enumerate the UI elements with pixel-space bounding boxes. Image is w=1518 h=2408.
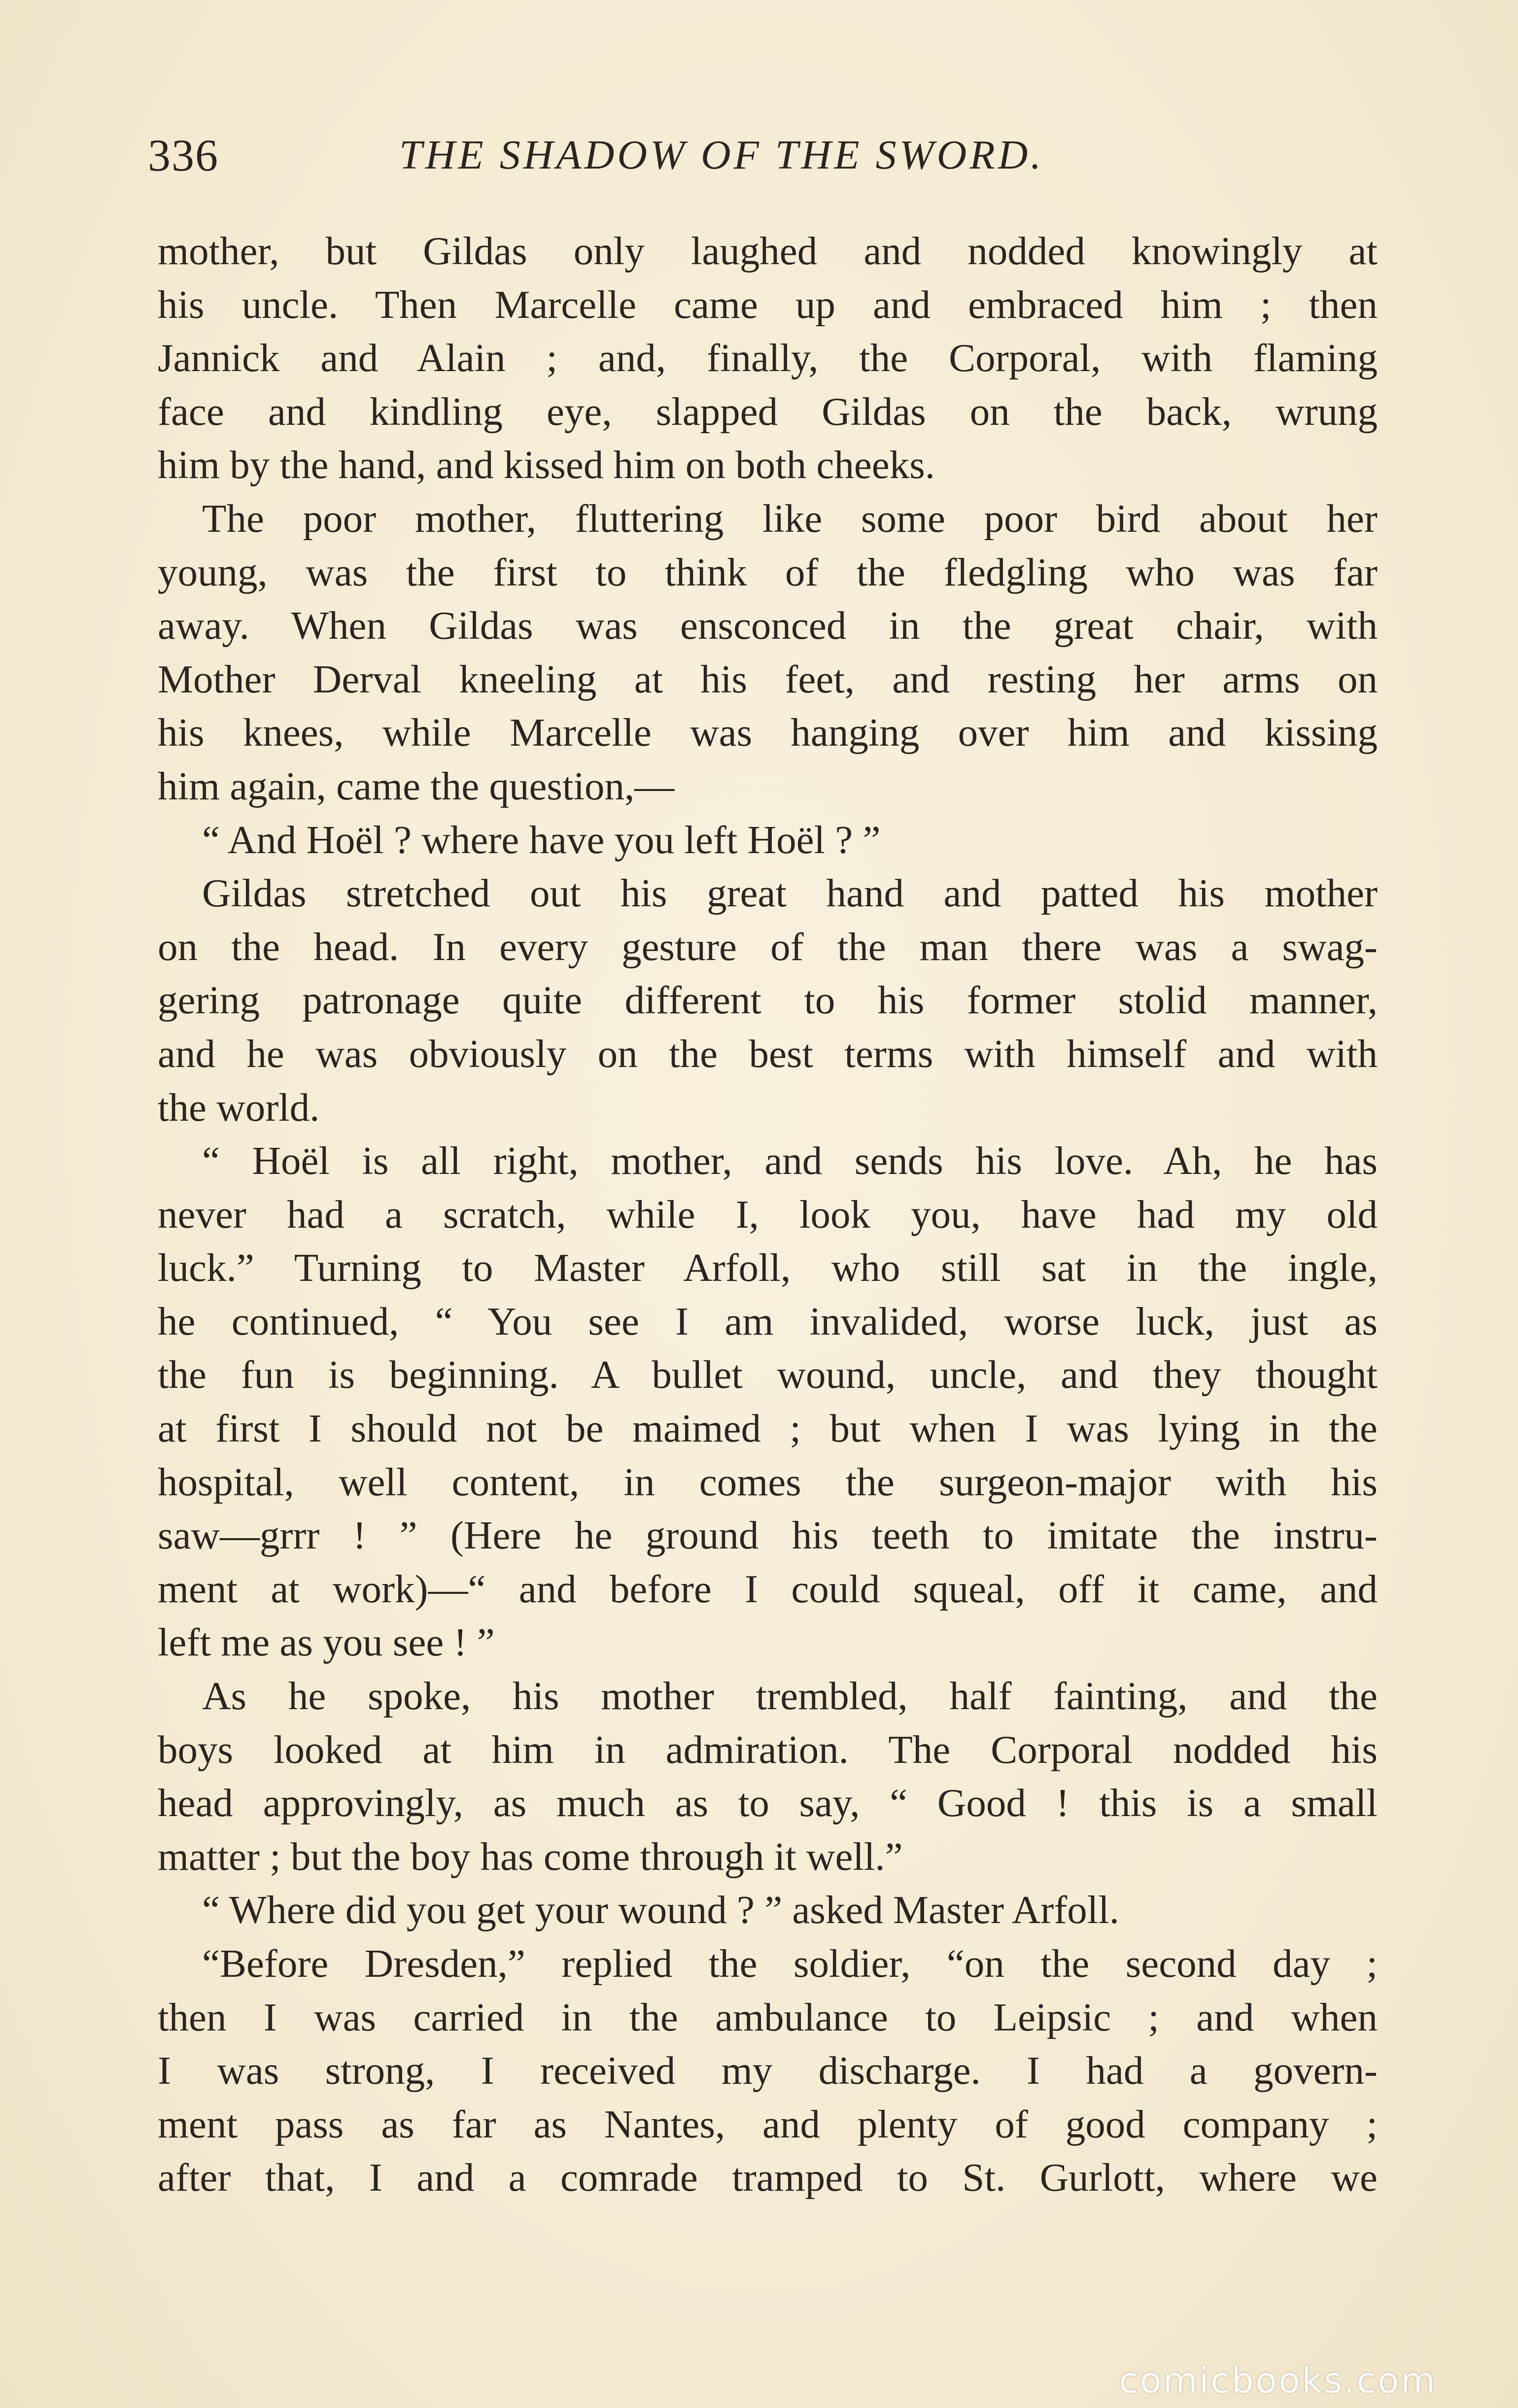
text-line: “ Where did you get your wound ? ” asked Master Arfoll. bbox=[202, 1888, 1119, 1932]
text-line: at first I should not be maimed ; but when I was lying in the bbox=[158, 1406, 1378, 1451]
text-line: Gildas stretched out his great hand and patted his mother bbox=[202, 871, 1378, 916]
text-line: him again, came the question,— bbox=[158, 763, 675, 808]
page-number: 336 bbox=[148, 130, 219, 180]
text-line: young, was the first to think of the fledgling who was far bbox=[158, 550, 1378, 594]
running-head: THE SHADOW OF THE SWORD. bbox=[399, 132, 1044, 178]
text-line: his knees, while Marcelle was hanging over him and kissing bbox=[158, 710, 1378, 755]
text-line: away. When Gildas was ensconced in the great chair, with bbox=[158, 603, 1378, 648]
text-line: on the head. In every gesture of the man there was a swag- bbox=[158, 924, 1378, 969]
text-line: ment pass as far as Nantes, and plenty of good company ; bbox=[158, 2101, 1378, 2146]
text-line: Mother Derval kneeling at his feet, and resting her arms on bbox=[158, 656, 1378, 701]
text-line: The poor mother, fluttering like some poor bird about her bbox=[202, 496, 1378, 541]
text-line: he continued, “ You see I am invalided, worse luck, just as bbox=[158, 1299, 1378, 1343]
text-line: I was strong, I received my discharge. I had a govern- bbox=[158, 2048, 1378, 2093]
text-line: “ And Hoël ? where have you left Hoël ? ” bbox=[202, 817, 881, 862]
text-line: after that, I and a comrade tramped to St. Gurlott, where we bbox=[158, 2155, 1378, 2200]
watermark: comicbooks.com bbox=[1119, 2360, 1437, 2401]
text-line: ment at work)—“ and before I could squeal, off it came, and bbox=[158, 1566, 1378, 1611]
text-line: then I was carried in the ambulance to Leipsic ; and when bbox=[158, 1995, 1378, 2039]
text-line: Jannick and Alain ; and, finally, the Corporal, with flaming bbox=[158, 336, 1378, 380]
text-line: gering patronage quite different to his former stolid manner, bbox=[158, 978, 1378, 1023]
text-line: the world. bbox=[158, 1085, 320, 1130]
text-line: face and kindling eye, slapped Gildas on the back, wrung bbox=[158, 389, 1378, 434]
text-line: never had a scratch, while I, look you, have had my old bbox=[158, 1192, 1378, 1237]
page-header bbox=[148, 126, 1193, 185]
text-line: his uncle. Then Marcelle came up and embraced him ; then bbox=[158, 282, 1378, 327]
text-line: hospital, well content, in comes the surgeon-major with his bbox=[158, 1459, 1378, 1504]
text-line: the fun is beginning. A bullet wound, uncle, and they thought bbox=[158, 1352, 1378, 1397]
text-line: matter ; but the boy has come through it well.” bbox=[158, 1834, 903, 1879]
text-line: head approvingly, as much as to say, “ Good ! this is a small bbox=[158, 1781, 1378, 1825]
text-line: “Before Dresden,” replied the soldier, “on the second day ; bbox=[202, 1941, 1378, 1986]
text-line: and he was obviously on the best terms with himself and with bbox=[158, 1031, 1378, 1076]
text-line: luck.” Turning to Master Arfoll, who still sat in the ingle, bbox=[158, 1245, 1378, 1290]
body-text bbox=[158, 224, 1378, 2204]
text-line: him by the hand, and kissed him on both cheeks. bbox=[158, 443, 935, 487]
text-line: saw—grrr ! ” (Here he ground his teeth to imitate the instru- bbox=[158, 1513, 1378, 1558]
text-line: mother, but Gildas only laughed and nodded knowingly at bbox=[158, 229, 1378, 273]
text-line: boys looked at him in admiration. The Corporal nodded his bbox=[158, 1727, 1378, 1772]
text-line: left me as you see ! ” bbox=[158, 1620, 495, 1665]
text-line: As he spoke, his mother trembled, half fainting, and the bbox=[202, 1674, 1378, 1719]
text-line: “ Hoël is all right, mother, and sends his love. Ah, he has bbox=[202, 1138, 1378, 1183]
